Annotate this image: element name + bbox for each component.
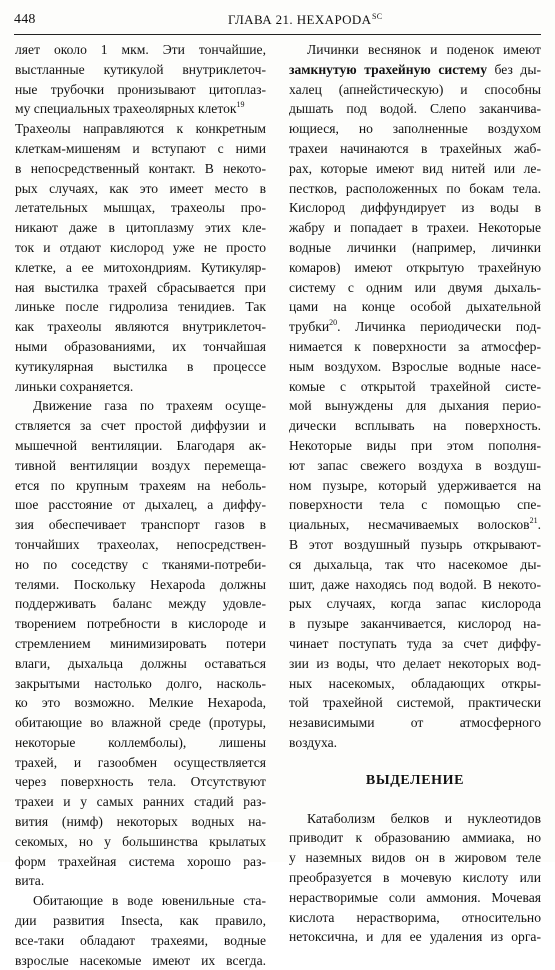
text-line: летательных мышцах, трахеолы про- (15, 200, 266, 216)
text-line: ная выстилка трахей сбрасывается при (15, 279, 266, 295)
text-line: ся дыхальца, так что насекомое ды- (289, 556, 541, 572)
text-line: пестков, расположенных по бокам тела. (289, 180, 541, 196)
text-line: воздуха. (289, 734, 338, 750)
footnote-marker: 20 (329, 318, 338, 328)
text-line: комаров) имеют открытую трахейную (289, 259, 541, 275)
text-line: линьке после гидролиза тенидиев. Так (15, 299, 266, 315)
running-head (228, 12, 383, 28)
text-line: в пузыре заканчивается, кислород на- (289, 616, 541, 632)
text-line: ном пузыре, который удерживается на (289, 477, 541, 493)
text-line: кислота нерастворима, относительно (289, 909, 541, 925)
text-line: дически всплывать на поверхность. (289, 418, 541, 434)
text-line: дышать под водой. Слепо заканчива- (289, 101, 541, 117)
text-line: цами на конце особой дыхательной (289, 299, 541, 315)
text-line: поверхности тела с помощью спе- (289, 497, 541, 513)
text-line: комые с открытой трахейной систе- (289, 378, 541, 394)
text-line: ляет около 1 мкм. Эти тончайшие, (15, 42, 266, 57)
text-line: поддерживать баланс между удовле- (15, 596, 266, 612)
text-line: чинает поступать туда за счет диффу- (289, 635, 541, 651)
text-line: зии из воды, что делает некоторых вод- (289, 655, 541, 671)
text-line: водные личинки (например, личинки (289, 239, 541, 255)
text-line: Кислород диффундирует из воды в (289, 200, 541, 216)
text-line: ным воздухом. Взрослые водные насе- (289, 358, 541, 374)
text-line: зия обеспечивает транспорт газов в (15, 517, 266, 533)
text-line: той трахейной системой, практически (289, 695, 541, 711)
text-line: рых случаях, как это имеет место в (15, 180, 266, 196)
text-line: трахей, и газообмен осуществляется (15, 754, 266, 770)
text-line: халец (апнейстическую) и способны (289, 81, 541, 97)
text-line: Обитающие в воде ювенильные ста- (33, 893, 266, 909)
section-heading: ВЫДЕЛЕНИЕ (365, 772, 465, 788)
text-line: Трахеолы направляются к конкретным (15, 121, 266, 137)
right-column-lower-text (289, 809, 541, 948)
text-line: ющиеся, но заполненные воздухом (289, 121, 541, 137)
bold-term: замкнутую трахейную систему (289, 61, 487, 77)
text-line: в непосредственный контакт. В некото- (15, 160, 266, 176)
text-line: рых случаях, когда запас кислорода (289, 596, 541, 612)
text-line: приводит к образованию аммиака, но (289, 830, 541, 846)
text-line: нерастворимые соли аммония. Мочевая (289, 889, 541, 905)
page-header (14, 12, 541, 35)
text-line: все-таки обладают трахеями, водные (15, 932, 266, 948)
text-line: стремлением минимизировать потери (15, 635, 266, 651)
text-line: трахеи начинаются в трахейных жаб- (289, 140, 541, 156)
text-line: как трахеолы являются внутриклеточ- (15, 319, 266, 335)
text-line: му специальных трахеолярных клеток$^{19}$ (15, 100, 245, 117)
text-line: вития (нимф) некоторых водных на- (15, 814, 266, 830)
text-line: систему с одним или двумя дыхаль- (289, 279, 541, 295)
text-line: через поверхность тела. Отсутствуют (15, 774, 266, 790)
text-line: секомых, но у большинства крылатых (15, 833, 266, 849)
text-line: Некоторые виды при этом пополня- (289, 437, 541, 453)
text-line: ется по крупным трахеям на неболь- (15, 477, 266, 493)
text-line: В этот воздушный пузырь открывают- (289, 536, 541, 552)
text-line: никают даже в цитоплазму этих кле- (15, 220, 266, 236)
text-line: но по соседству с тканями-потреби- (15, 556, 266, 572)
text-line: некоторые коллемболы), лишены (15, 734, 266, 750)
text-line: шое расстояние от дыхалец, а диффу- (15, 497, 266, 513)
text-line: влаги, дыхальца должны оставаться (15, 655, 266, 671)
text-line: ными образованиями, их тончайшая (15, 338, 266, 354)
text-line: независимыми от атмосферного (289, 715, 541, 731)
text-line: у наземных видов он в жировом теле (289, 850, 541, 866)
text-line: трахеи и у самых ранних стадий раз- (15, 794, 266, 810)
text-line: мышечной вентиляции. Благодаря ак- (15, 437, 266, 453)
text-line: преобразуется в мочевую кислоту или (289, 870, 541, 886)
text-line: замкнутую трахейную систему без ды- (289, 61, 541, 77)
text-line: вита. (15, 873, 45, 889)
text-line: ют запас свежего воздуха в воздуш- (289, 457, 541, 473)
text-line: творением потребности в кислороде и (15, 616, 266, 632)
left-text-column (15, 40, 266, 970)
text-line: трубки$^{20}$. Личинка периодически под- (289, 318, 541, 335)
text-line: ных насекомых, обладающих откры- (289, 675, 541, 691)
text-line: выстланные кутикулой внутриклеточ- (15, 61, 266, 77)
text-line: взрослые насекомые имеют их всегда. (15, 952, 266, 968)
running-head-superscript: SC (371, 12, 383, 21)
text-line: телями. Поскольку Hexapoda должны (15, 576, 266, 592)
right-text-column (289, 40, 541, 947)
text-line: обитающие во влажной среде (протуры, (15, 715, 266, 731)
text-line: тивной вентиляции воздух перемеща- (15, 457, 266, 473)
footnote-marker: 21 (529, 516, 538, 526)
footnote-marker: 19 (236, 100, 245, 110)
right-column-upper-text (289, 40, 541, 753)
text-line: мой вынуждены для дыхания перио- (289, 398, 541, 414)
text-line: жабру и попадает в трахеи. Некоторые (289, 220, 541, 236)
text-line: шит, даже находясь под водой. В некото- (289, 576, 541, 592)
page-number: 448 (14, 12, 36, 27)
text-line: кутикулярная выстилка в процессе (15, 358, 266, 374)
text-line: дии развития Insecta, как правило, (15, 913, 266, 929)
text-line: клеткам-мишеням и вступают с ними (15, 140, 266, 156)
text-line: линьки сохраняется. (15, 378, 134, 394)
text-line: нетоксична, и для ее удаления из орга- (289, 929, 541, 945)
text-line: Катаболизм белков и нуклеотидов (307, 810, 541, 826)
text-line: циальных, несмачиваемых волосков$^{21}$. (289, 516, 541, 533)
text-line: ко это возможно. Мелкие Hexapoda, (15, 695, 266, 711)
text-line: нимается к поверхности за атмосфер- (289, 338, 541, 354)
running-head-text: ГЛАВА 21. HEXAPODA (228, 12, 372, 27)
text-line: закрытыми настолько долго, насколь- (15, 675, 266, 691)
text-line: Личинки веснянок и поденок имеют (307, 42, 541, 57)
text-line: ные трубочки пронизывают цитоплаз- (15, 81, 266, 97)
text-line: ствляется за счет простой диффузии и (15, 418, 266, 434)
text-line: форм трахейная система хорошо раз- (15, 853, 266, 869)
text-line: Движение газа по трахеям осуще- (33, 398, 266, 414)
text-line: клетке, а ее митохондриям. Кутикуляр- (15, 259, 266, 275)
text-line: рах, которые имеют вид нитей или ле- (289, 160, 541, 176)
text-line: ток и отдают кислород уже не просто (15, 239, 266, 255)
text-line: тончайших трахеолах, непосредствен- (15, 536, 266, 552)
